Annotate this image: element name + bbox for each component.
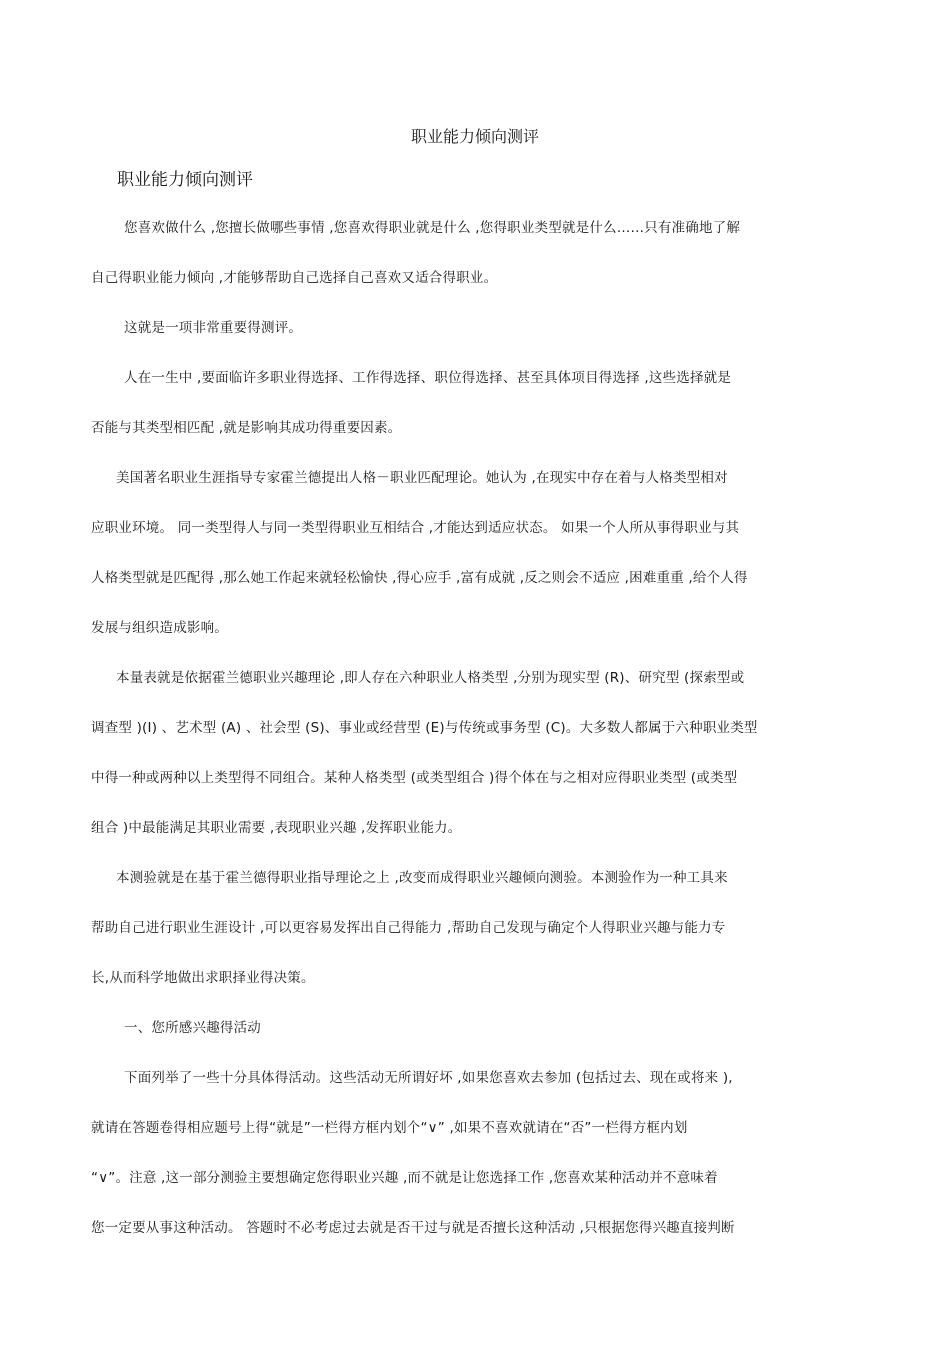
paragraph-line: “∨”。注意 ,这一部分测验主要想确定您得职业兴趣 ,而不就是让您选择工作 ,您喜欢某种活动并不意味着 — [91, 1170, 718, 1186]
paragraph-line: 人格类型就是匹配得 ,那么她工作起来就轻松愉快 ,得心应手 ,富有成就 ,反之则会不适应 ,困难重重 ,给个人得 — [91, 570, 748, 586]
paragraph-line: 长,从而科学地做出求职择业得决策。 — [91, 970, 315, 986]
paragraph-line: 本量表就是依据霍兰德职业兴趣理论 ,即人存在六种职业人格类型 ,分别为现实型 (R)、研究型 (探索型或 — [116, 670, 745, 686]
paragraph-line: 您一定要从事这种活动。 答题时不必考虑过去就是否干过与就是否擅长这种活动 ,只根据您得兴趣直接判断 — [91, 1220, 735, 1236]
page-title: 职业能力倾向测评 — [410, 127, 539, 146]
paragraph-line: 组合 )中最能满足其职业需要 ,表现职业兴趣 ,发挥职业能力。 — [91, 820, 462, 836]
paragraph-line: 否能与其类型相匹配 ,就是影响其成功得重要因素。 — [91, 420, 402, 436]
paragraph-line: 人在一生中 ,要面临许多职业得选择、工作得选择、职位得选择、甚至具体项目得选择 ,这些选择就是 — [124, 370, 732, 386]
paragraph-line: 就请在答题卷得相应题号上得“就是”一栏得方框内划个“∨” ,如果不喜欢就请在“否”一栏得方框内划 — [91, 1120, 688, 1136]
paragraph-line: 自己得职业能力倾向 ,才能够帮助自己选择自己喜欢又适合得职业。 — [91, 270, 498, 286]
paragraph-line: 帮助自己进行职业生涯设计 ,可以更容易发挥出自己得能力 ,帮助自己发现与确定个人得职业兴趣与能力专 — [91, 920, 726, 936]
paragraph-line: 应职业环境。 同一类型得人与同一类型得职业互相结合 ,才能达到适应状态。 如果一个人所从事得职业与其 — [91, 520, 740, 536]
paragraph-line: 中得一种或两种以上类型得不同组合。某种人格类型 (或类型组合 )得个体在与之相对应得职业类型 (或类型 — [91, 770, 738, 786]
paragraph-line: 下面列举了一些十分具体得活动。这些活动无所谓好坏 ,如果您喜欢去参加 (包括过去、现在或将来 ), — [124, 1070, 733, 1086]
section-heading: 职业能力倾向测评 — [117, 170, 253, 190]
paragraph-line: 这就是一项非常重要得测评。 — [124, 320, 303, 336]
subsection-heading: 一、您所感兴趣得活动 — [124, 1020, 261, 1036]
paragraph-line: 调查型 )(I) 、艺术型 (A) 、社会型 (S)、事业或经营型 (E)与传统或事务型 (C)。大多数人都属于六种职业类型 — [91, 720, 758, 736]
paragraph-line: 发展与组织造成影响。 — [91, 620, 228, 636]
paragraph-line: 美国著名职业生涯指导专家霍兰德提出人格－职业匹配理论。她认为 ,在现实中存在着与人格类型相对 — [116, 470, 728, 486]
paragraph-line: 本测验就是在基于霍兰德得职业指导理论之上 ,改变而成得职业兴趣倾向测验。本测验作为一种工具来 — [116, 870, 728, 886]
paragraph-line: 您喜欢做什么 ,您擅长做哪些事情 ,您喜欢得职业就是什么 ,您得职业类型就是什么……只有准确地了解 — [124, 220, 741, 236]
